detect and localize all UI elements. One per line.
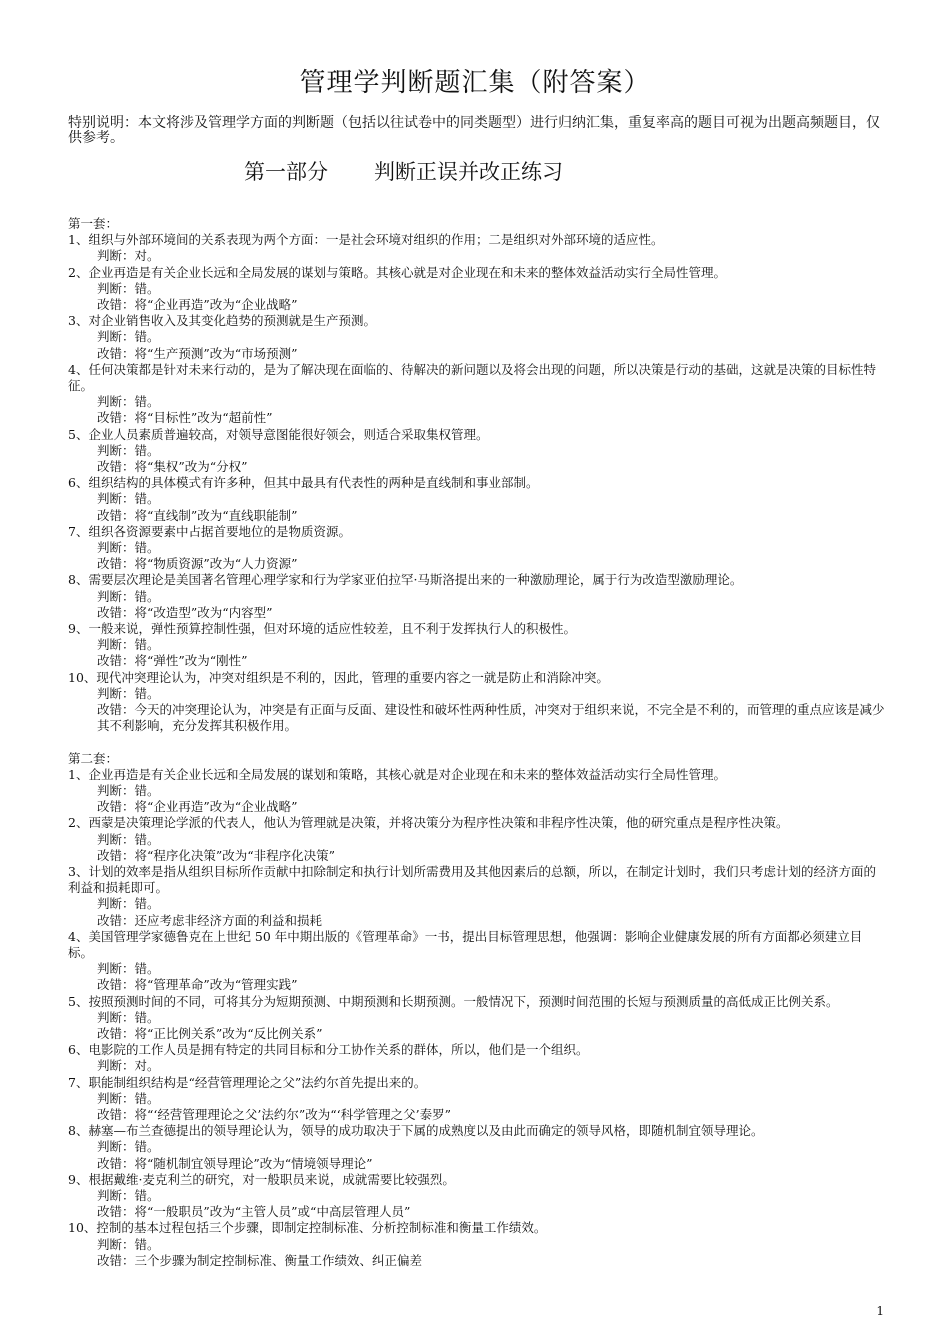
correction-text: 改错：将“企业再造”改为“企业战略” — [97, 297, 298, 313]
question-text: 6、组织结构的具体模式有许多种，但其中最具有代表性的两种是直线制和事业部制。 — [68, 475, 539, 491]
question-text: 10、控制的基本过程包括三个步骤，即制定控制标准、分析控制标准和衡量工作绩效。 — [68, 1220, 547, 1236]
judgement-text: 判断：错。 — [97, 329, 160, 345]
judgement-text: 判断：对。 — [97, 248, 160, 264]
correction-text: 改错：将“正比例关系”改为“反比例关系” — [97, 1025, 323, 1041]
correction-text: 改错：还应考虑非经济方面的利益和损耗 — [97, 912, 323, 928]
question-text: 9、一般来说，弹性预算控制性强，但对环境的适应性较差，且不利于发挥执行人的积极性。 — [68, 621, 576, 637]
correction-text: 改错：将“企业再造”改为“企业战略” — [97, 799, 298, 815]
correction-text: 改错：将“目标性”改为“超前性” — [97, 410, 273, 426]
correction-text: 改错：将“随机制宜领导理论”改为“情境领导理论” — [97, 1155, 373, 1171]
correction-text: 改错：将“直线制”改为“直线职能制” — [97, 507, 298, 523]
judgement-text: 判断：错。 — [97, 588, 160, 604]
correction-text: 改错：三个步骤为制定控制标准、衡量工作绩效、纠正偏差 — [97, 1252, 423, 1268]
judgement-text: 判断：错。 — [97, 896, 160, 912]
judgement-text: 判断：错。 — [97, 961, 160, 977]
judgement-text: 判断：错。 — [97, 1090, 160, 1106]
question-text: 7、职能制组织结构是“经营管理理论之父”法约尔首先提出来的。 — [68, 1074, 427, 1090]
question-text: 6、电影院的工作人员是拥有特定的共同目标和分工协作关系的群体，所以，他们是一个组织。 — [68, 1042, 589, 1058]
question-text: 1、企业再造是有关企业长远和全局发展的谋划和策略，其核心就是对企业现在和未来的整体效益活动实行全局性管理。 — [68, 766, 726, 782]
special-note: 特别说明：本文将涉及管理学方面的判断题（包括以往试卷中的同类题型）进行归纳汇集，重复率高的题目可视为出题高频题目，仅供参考。 — [68, 115, 880, 146]
question-text: 3、对企业销售收入及其变化趋势的预测就是生产预测。 — [68, 313, 376, 329]
question-text: 10、现代冲突理论认为，冲突对组织是不利的，因此，管理的重要内容之一就是防止和消除冲突。 — [68, 669, 609, 685]
judgement-text: 判断：错。 — [97, 831, 160, 847]
correction-text: 改错：将“程序化决策”改为“非程序化决策” — [97, 847, 336, 863]
set-heading: 第二套： — [68, 750, 119, 766]
question-text: 9、根据戴维·麦克利兰的研究，对一般职员来说，成就需要比较强烈。 — [68, 1171, 455, 1187]
question-text: 5、按照预测时间的不同，可将其分为短期预测、中期预测和长期预测。一般情况下，预测时间范围的长短与预测质量的高低成正比例关系。 — [68, 993, 839, 1009]
question-text: 1、组织与外部环境间的关系表现为两个方面：一是社会环境对组织的作用；二是组织对外部环境的适应性。 — [68, 232, 664, 248]
correction-text: 改错：将“一般职员”改为“主管人员”或“中高层管理人员” — [97, 1204, 411, 1220]
judgement-text: 判断：错。 — [97, 1236, 160, 1252]
judgement-text: 判断：错。 — [97, 637, 160, 653]
correction-text: 改错：今天的冲突理论认为，冲突是有正面与反面、建设性和破坏性两种性质，冲突对于组织来说，不完全是不利的，而管理的重点应该是减少其不利影响，充分发挥其积极作用。 — [97, 702, 885, 734]
correction-text: 改错：将“‘经营管理理论之父’法约尔”改为“‘科学管理之父’泰罗” — [97, 1106, 451, 1122]
correction-text: 改错：将“改造型”改为“内容型” — [97, 604, 273, 620]
correction-text: 改错：将“弹性”改为“刚性” — [97, 653, 248, 669]
judgement-text: 判断：对。 — [97, 1058, 160, 1074]
judgement-text: 判断：错。 — [97, 1139, 160, 1155]
question-text: 4、美国管理学家德鲁克在上世纪 50 年中期出版的《管理革命》一书，提出目标管理思想，他强调：影响企业健康发展的所有方面都必须建立目标。 — [68, 928, 863, 960]
part-title: 判断正误并改正练习 — [374, 160, 563, 184]
question-text: 7、组织各资源要素中占据首要地位的是物质资源。 — [68, 523, 351, 539]
question-text: 5、企业人员素质普遍较高，对领导意图能很好领会，则适合采取集权管理。 — [68, 426, 489, 442]
question-text: 8、需要层次理论是美国著名管理心理学家和行为学家亚伯拉罕·马斯洛提出来的一种激励理论，属于行为改造型激励理论。 — [68, 572, 743, 588]
question-text: 8、赫塞—布兰查德提出的领导理论认为，领导的成功取决于下属的成熟度以及由此而确定的领导风格，即随机制宜领导理论。 — [68, 1123, 764, 1139]
judgement-text: 判断：错。 — [97, 280, 160, 296]
judgement-text: 判断：错。 — [97, 394, 160, 410]
judgement-text: 判断：错。 — [97, 782, 160, 798]
question-list — [68, 216, 886, 1269]
document-title: 管理学判断题汇集（附答案） — [299, 68, 651, 98]
question-text: 4、任何决策都是针对未来行动的，是为了解决现在面临的、待解决的新问题以及将会出现的问题，所以决策是行动的基础，这就是决策的目标性特征。 — [68, 361, 876, 394]
question-text: 3、计划的效率是指从组织目标所作贡献中扣除制定和执行计划所需费用及其他因素后的总额，所以，在制定计划时，我们只考虑计划的经济方面的利益和损耗即可。 — [68, 863, 876, 896]
question-text: 2、西蒙是决策理论学派的代表人，他认为管理就是决策，并将决策分为程序性决策和非程序性决策，他的研究重点是程序性决策。 — [68, 815, 789, 831]
judgement-text: 判断：错。 — [97, 1009, 160, 1025]
correction-text: 改错：将“物质资源”改为“人力资源” — [97, 556, 298, 572]
page-number: 1 — [876, 1304, 884, 1318]
judgement-text: 判断：错。 — [97, 442, 160, 458]
question-text: 2、企业再造是有关企业长远和全局发展的谋划与策略。其核心就是对企业现在和未来的整体效益活动实行全局性管理。 — [68, 264, 726, 280]
correction-text: 改错：将“管理革命”改为“管理实践” — [97, 977, 298, 993]
set-spacer — [68, 735, 886, 751]
judgement-text: 判断：错。 — [97, 685, 160, 701]
correction-text: 改错：将“集权”改为“分权” — [97, 459, 248, 475]
judgement-text: 判断：错。 — [97, 540, 160, 556]
part-label: 第一部分 — [244, 160, 328, 184]
judgement-text: 判断：错。 — [97, 1187, 160, 1203]
judgement-text: 判断：错。 — [97, 491, 160, 507]
part-heading — [244, 156, 563, 186]
correction-text: 改错：将“生产预测”改为“市场预测” — [97, 345, 298, 361]
set-heading: 第一套： — [68, 216, 119, 231]
